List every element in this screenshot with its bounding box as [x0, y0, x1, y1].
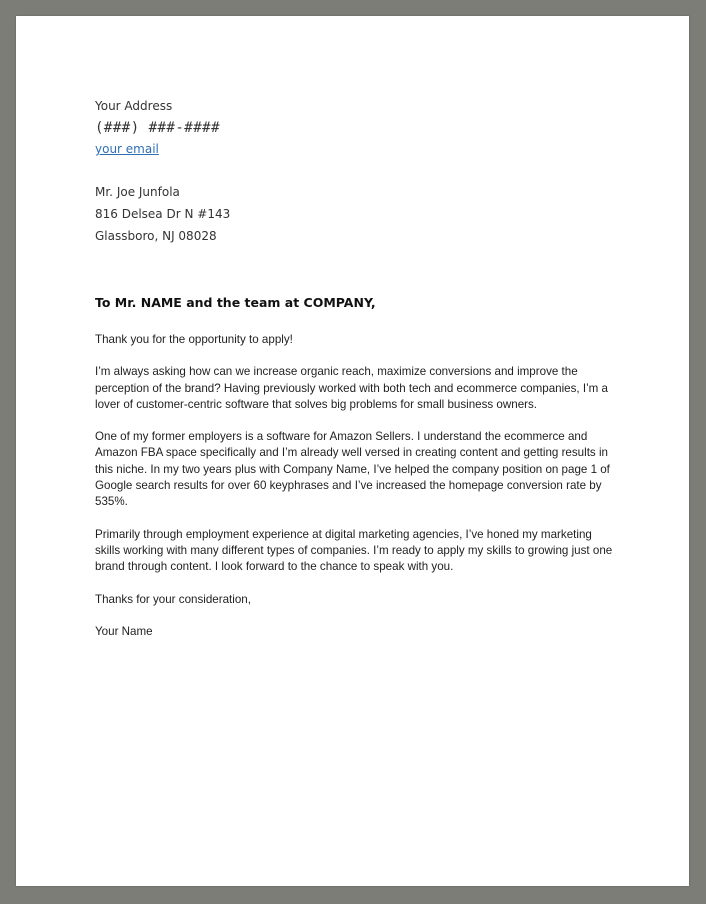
paragraph-closing: Primarily through employment experience at digital marketing agencies, I’ve honed my marketing skills working with many different types of companies. I’m ready to apply my skills to growing just one brand through content. I look forward to the chance to speak with you.	[95, 527, 613, 574]
recipient-city-state-zip: Glassboro, NJ 08028	[95, 229, 217, 243]
paragraph-signoff: Thanks for your consideration,	[95, 592, 251, 606]
recipient-block	[95, 181, 635, 247]
recipient-street: 816 Delsea Dr N #143	[95, 207, 231, 221]
paragraph-opening: Thank you for the opportunity to apply!	[95, 333, 293, 346]
letter-body	[95, 332, 635, 640]
letter-content	[95, 96, 635, 656]
paragraph-experience: One of my former employers is a software for Amazon Sellers. I understand the ecommerce and Amazon FBA space specifically and I’m already well versed in creating content and getting results in this niche. In my two years plus with Company Name, I’ve helped the company position on page 1 of Google search results for over 60 keyphrases and I’ve increased the homepage conversion rate by 535%.	[95, 430, 610, 509]
signature-name: Your Name	[95, 624, 153, 638]
sender-block	[95, 96, 635, 159]
sender-phone: (###) ###-####	[95, 120, 221, 136]
paragraph-intro: I’m always asking how can we increase organic reach, maximize conversions and improve the perception of the brand? Having previously worked with both tech and ecommerce companies, I’m a lover of customer-centric software that solves big problems for small business owners.	[95, 365, 608, 411]
recipient-name: Mr. Joe Junfola	[95, 185, 180, 199]
sender-address: Your Address	[95, 99, 173, 113]
sender-email-link[interactable]: your email	[95, 142, 159, 156]
document-page	[16, 16, 689, 886]
letter-greeting: To Mr. NAME and the team at COMPANY,	[95, 295, 376, 310]
